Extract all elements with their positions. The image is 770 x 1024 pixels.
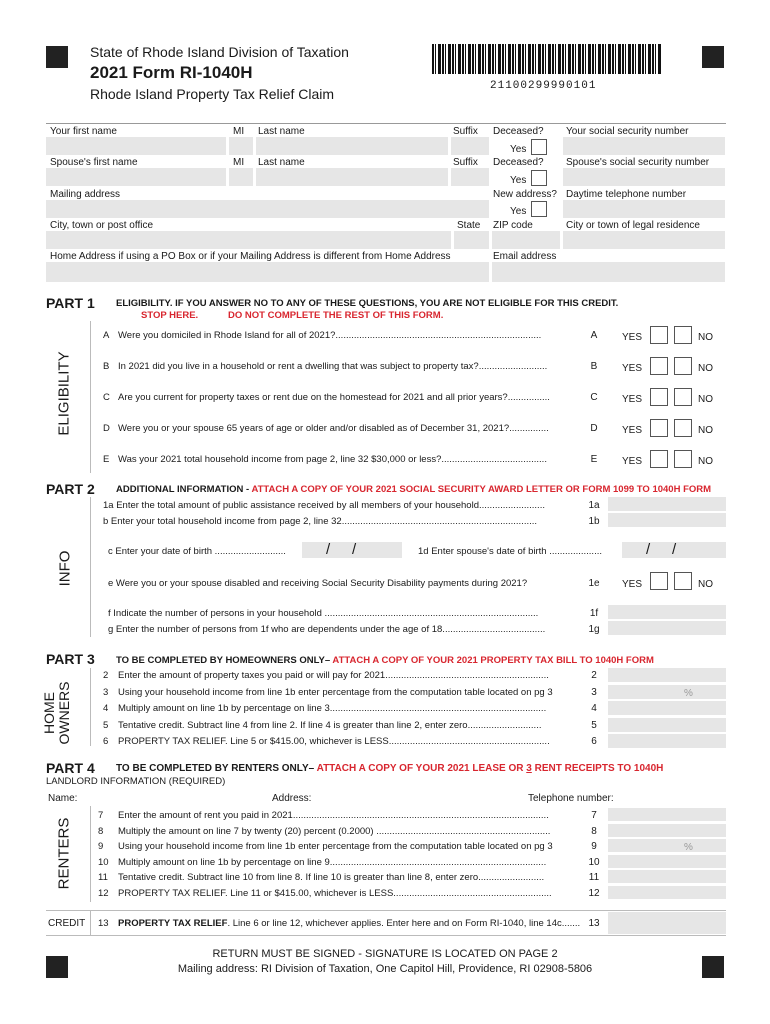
email-field[interactable]	[492, 262, 725, 282]
1e-yes-label: YES	[622, 579, 643, 590]
question-key: A	[103, 330, 110, 341]
part3-label: PART 3	[46, 651, 95, 667]
barcode	[432, 44, 662, 74]
part3-heading: TO BE COMPLETED BY HOMEOWNERS ONLY– ATTACH A COPY OF YOUR 2021 PROPERTY TAX BILL TO 1040H FORM	[116, 655, 654, 666]
landlord-info-label: LANDLORD INFORMATION (REQUIRED)	[46, 776, 226, 787]
part1-stop: STOP HERE.	[141, 310, 199, 321]
part1-stop2: DO NOT COMPLETE THE REST OF THIS FORM.	[228, 310, 444, 321]
line-number: 9	[98, 841, 104, 852]
eligibility-side-label: ELIGIBILITY	[55, 351, 73, 436]
code-13: 13	[588, 918, 600, 929]
line-code: 2	[591, 670, 597, 681]
zip-field[interactable]	[492, 231, 560, 249]
email-label: Email address	[493, 251, 557, 262]
no-label: NO	[698, 332, 713, 343]
line-number: 4	[103, 703, 109, 714]
line-text: Tentative credit. Subtract line 10 from line 8. If line 10 is greater than line 8, enter zero.........................	[118, 872, 545, 883]
line-1b-text: b Enter your total household income from page 2, line 32..........................................................................	[103, 516, 538, 527]
no-label: NO	[698, 394, 713, 405]
no-checkbox[interactable]	[674, 388, 692, 406]
question-code: D	[590, 423, 598, 434]
line-amount-field[interactable]	[608, 886, 726, 899]
city-field[interactable]	[46, 231, 451, 249]
no-checkbox[interactable]	[674, 419, 692, 437]
question-text: Was your 2021 total household income from page 2, line 32 $30,000 or less?........................................	[118, 454, 547, 465]
footer-signature-note: RETURN MUST BE SIGNED - SIGNATURE IS LOCATED ON PAGE 2	[212, 948, 558, 960]
yes-checkbox[interactable]	[650, 450, 668, 468]
mailing-address-field[interactable]	[46, 200, 489, 218]
line-code: 8	[591, 825, 597, 837]
line-1g-text: g Enter the number of persons from 1f who are dependents under the age of 18.......................................	[108, 624, 546, 635]
part1-label: PART 1	[46, 295, 95, 311]
question-key: C	[103, 392, 110, 403]
spouse-ssn-field[interactable]	[563, 168, 725, 186]
deceased-checkbox[interactable]	[531, 139, 547, 155]
line-1g-field[interactable]	[608, 621, 726, 635]
new-address-label: New address?	[493, 189, 557, 200]
line-1b-field[interactable]	[608, 513, 726, 527]
new-address-yes-label: Yes	[510, 206, 527, 217]
code-1b: 1b	[588, 516, 600, 527]
line-1a-text: 1a Enter the total amount of public assistance received by all members of your household.........................	[103, 500, 545, 511]
zip-label: ZIP code	[493, 220, 533, 231]
line-number: 5	[103, 719, 109, 731]
deceased-label: Deceased?	[493, 126, 544, 137]
line-1d-text: 1d Enter spouse's date of birth ....................	[418, 546, 602, 557]
line-1c-text: c Enter your date of birth ...........................	[108, 546, 286, 557]
spouse-deceased-checkbox[interactable]	[531, 170, 547, 186]
phone-label: Daytime telephone number	[566, 189, 687, 200]
ssn-label: Your social security number	[566, 126, 689, 137]
line-number: 2	[103, 670, 109, 681]
part4-label: PART 4	[46, 760, 95, 776]
code-1a: 1a	[588, 500, 600, 511]
spouse-last-label: Last name	[258, 157, 305, 168]
landlord-address-label: Address:	[272, 793, 312, 804]
barcode-number: 21100299990101	[490, 80, 597, 92]
state-label: State	[457, 220, 481, 231]
part2-heading: ADDITIONAL INFORMATION - ATTACH A COPY OF YOUR 2021 SOCIAL SECURITY AWARD LETTER OR FORM 1099 TO 1040H FORM	[116, 484, 712, 495]
registration-mark	[702, 46, 724, 68]
line-amount-field[interactable]	[608, 668, 726, 682]
yes-label: YES	[622, 394, 643, 405]
line-13-number: 13	[98, 918, 109, 929]
line-number: 7	[98, 810, 104, 821]
date-slash: /	[326, 541, 331, 558]
home-address-field[interactable]	[46, 262, 489, 282]
1e-no-label: NO	[698, 579, 713, 590]
info-side-label: INFO	[56, 550, 74, 587]
question-code: C	[590, 392, 598, 403]
code-1f: 1f	[589, 608, 599, 619]
yes-checkbox[interactable]	[650, 326, 668, 344]
yes-label: YES	[622, 363, 643, 374]
last-name-field[interactable]	[256, 137, 448, 155]
line-code: 11	[588, 872, 600, 883]
registration-mark	[46, 46, 68, 68]
spouse-deceased-label: Deceased?	[493, 157, 544, 168]
line-number: 11	[98, 872, 108, 883]
form-subtitle: Rhode Island Property Tax Relief Claim	[90, 86, 335, 102]
line-amount-field[interactable]	[608, 824, 726, 837]
line-text: Multiply the amount on line 7 by twenty (20) percent (0.2000) ..................................................................	[118, 825, 551, 837]
code-1e: 1e	[588, 578, 600, 589]
line-number: 8	[98, 825, 104, 837]
legal-residence-label: City or town of legal residence	[566, 220, 700, 231]
deceased-yes-label: Yes	[510, 144, 527, 155]
no-label: NO	[698, 363, 713, 374]
mi-field[interactable]	[229, 137, 253, 155]
line-text: PROPERTY TAX RELIEF. Line 5 or $415.00, whichever is LESS.............................................................	[118, 736, 550, 747]
no-label: NO	[698, 425, 713, 436]
line-text: Enter the amount of property taxes you paid or will pay for 2021..............................................................	[118, 670, 549, 681]
first-name-field[interactable]	[46, 137, 226, 155]
line-text: Using your household income from line 1b enter percentage from the computation table located on pg 3	[118, 686, 553, 698]
line-amount-field[interactable]	[608, 701, 726, 715]
yes-label: YES	[622, 332, 643, 343]
line-number: 6	[103, 736, 109, 747]
date-slash: /	[352, 541, 357, 558]
line-1a-field[interactable]	[608, 497, 726, 511]
line-text: Using your household income from line 1b enter percentage from the computation table located on pg 3	[118, 841, 553, 852]
new-address-checkbox[interactable]	[531, 201, 547, 217]
legal-residence-field[interactable]	[563, 231, 725, 249]
line-amount-field[interactable]	[608, 808, 726, 821]
renters-side-label: RENTERS	[55, 817, 73, 890]
line-text: PROPERTY TAX RELIEF. Line 11 or $415.00, whichever is LESS............................................................	[118, 887, 552, 899]
no-checkbox[interactable]	[674, 450, 692, 468]
code-1g: 1g	[588, 624, 600, 635]
yes-label: YES	[622, 425, 643, 436]
line-code: 6	[591, 736, 597, 747]
question-text: In 2021 did you live in a household or rent a dwelling that was subject to property tax?..........................	[118, 361, 548, 372]
question-code: B	[590, 361, 598, 372]
mailing-address-label: Mailing address	[50, 189, 121, 200]
question-key: B	[103, 361, 110, 372]
line-1f-field[interactable]	[608, 605, 726, 619]
first-name-label: Your first name	[50, 126, 117, 137]
phone-field[interactable]	[563, 200, 725, 218]
line-13-text: PROPERTY TAX RELIEF. Line 6 or line 12, whichever applies. Enter here and on Form RI-1040, line 14c.......	[118, 918, 581, 929]
spouse-first-field[interactable]	[46, 168, 226, 186]
line-amount-field[interactable]	[608, 839, 726, 852]
no-checkbox[interactable]	[674, 357, 692, 375]
form-title: 2021 Form RI-1040H	[90, 63, 253, 82]
line-code: 12	[588, 887, 600, 899]
line-code: 5	[591, 719, 597, 731]
line-number: 10	[98, 856, 109, 868]
date-slash: /	[646, 541, 651, 558]
question-text: Are you current for property taxes or rent due on the homestead for 2021 and all prior years?................	[118, 392, 550, 403]
credit-label: CREDIT	[48, 918, 86, 929]
line-code: 4	[591, 703, 597, 714]
line-amount-field[interactable]	[608, 855, 726, 868]
percent-sign: %	[684, 687, 693, 699]
question-code: A	[590, 330, 598, 341]
part4-heading: TO BE COMPLETED BY RENTERS ONLY– ATTACH A COPY OF YOUR 2021 LEASE OR 3 RENT RECEIPTS TO 1040H	[116, 763, 664, 774]
spouse-deceased-yes-label: Yes	[510, 175, 527, 186]
line-13-field[interactable]	[608, 912, 726, 934]
1e-no-checkbox[interactable]	[674, 572, 692, 590]
line-amount-field[interactable]	[608, 870, 726, 883]
landlord-name-label: Name:	[48, 793, 78, 804]
line-1e-text: e Were you or your spouse disabled and receiving Social Security Disability payments during 2021?	[108, 578, 528, 589]
spouse-ssn-label: Spouse's social security number	[566, 157, 710, 168]
homeowners-side-label: HOME OWNERS	[41, 681, 72, 745]
mi-label: MI	[233, 126, 245, 137]
line-code: 7	[591, 810, 597, 821]
city-label: City, town or post office	[50, 220, 154, 231]
suffix-field[interactable]	[451, 137, 489, 155]
line-text: Multiply amount on line 1b by percentage on line 3..................................................................................	[118, 703, 547, 714]
spouse-mi-field[interactable]	[229, 168, 253, 186]
line-code: 3	[591, 686, 597, 698]
spouse-first-label: Spouse's first name	[50, 157, 138, 168]
agency-name: State of Rhode Island Division of Taxation	[90, 44, 349, 60]
part1-heading: ELIGIBILITY. IF YOU ANSWER NO TO ANY OF THESE QUESTIONS, YOU ARE NOT ELIGIBLE FOR THIS CREDIT.	[116, 298, 619, 309]
spouse-suffix-label: Suffix	[453, 157, 478, 168]
footer-mailing-address: Mailing address: RI Division of Taxation, One Capitol Hill, Providence, RI 02908-5806	[177, 963, 593, 975]
question-key: E	[103, 454, 110, 465]
suffix-label: Suffix	[453, 126, 478, 137]
line-amount-field[interactable]	[608, 685, 726, 699]
yes-label: YES	[622, 456, 643, 467]
yes-checkbox[interactable]	[650, 357, 668, 375]
line-number: 12	[98, 887, 109, 899]
question-code: E	[590, 454, 598, 465]
yes-checkbox[interactable]	[650, 419, 668, 437]
no-label: NO	[698, 456, 713, 467]
line-code: 10	[588, 856, 600, 868]
line-code: 9	[591, 841, 597, 852]
date-slash: /	[672, 541, 677, 558]
line-amount-field[interactable]	[608, 734, 726, 748]
no-checkbox[interactable]	[674, 326, 692, 344]
line-text: Enter the amount of rent you paid in 2021.................................................................................................	[118, 810, 549, 821]
yes-checkbox[interactable]	[650, 388, 668, 406]
line-1f-text: f Indicate the number of persons in your household .................................................................................	[108, 608, 539, 619]
1e-yes-checkbox[interactable]	[650, 572, 668, 590]
last-name-label: Last name	[258, 126, 305, 137]
question-text: Were you domiciled in Rhode Island for all of 2021?..............................................................................	[118, 330, 542, 341]
part2-label: PART 2	[46, 481, 95, 497]
question-text: Were you or your spouse 65 years of age or older and/or disabled as of December 31, 2021?...............	[118, 423, 549, 434]
spouse-mi-label: MI	[233, 157, 245, 168]
spouse-suffix-field[interactable]	[451, 168, 489, 186]
percent-sign: %	[684, 842, 693, 853]
line-text: Multiply amount on line 1b by percentage on line 9..................................................................................	[118, 856, 547, 868]
spouse-last-field[interactable]	[256, 168, 448, 186]
landlord-phone-label: Telephone number:	[528, 793, 614, 804]
ssn-field[interactable]	[563, 137, 725, 155]
line-text: Tentative credit. Subtract line 4 from line 2. If line 4 is greater than line 2, enter zero............................	[118, 719, 542, 731]
question-key: D	[103, 423, 110, 434]
line-number: 3	[103, 686, 109, 698]
state-field[interactable]	[454, 231, 489, 249]
line-amount-field[interactable]	[608, 718, 726, 732]
home-address-label: Home Address if using a PO Box or if your Mailing Address is different from Home Address	[50, 251, 451, 262]
